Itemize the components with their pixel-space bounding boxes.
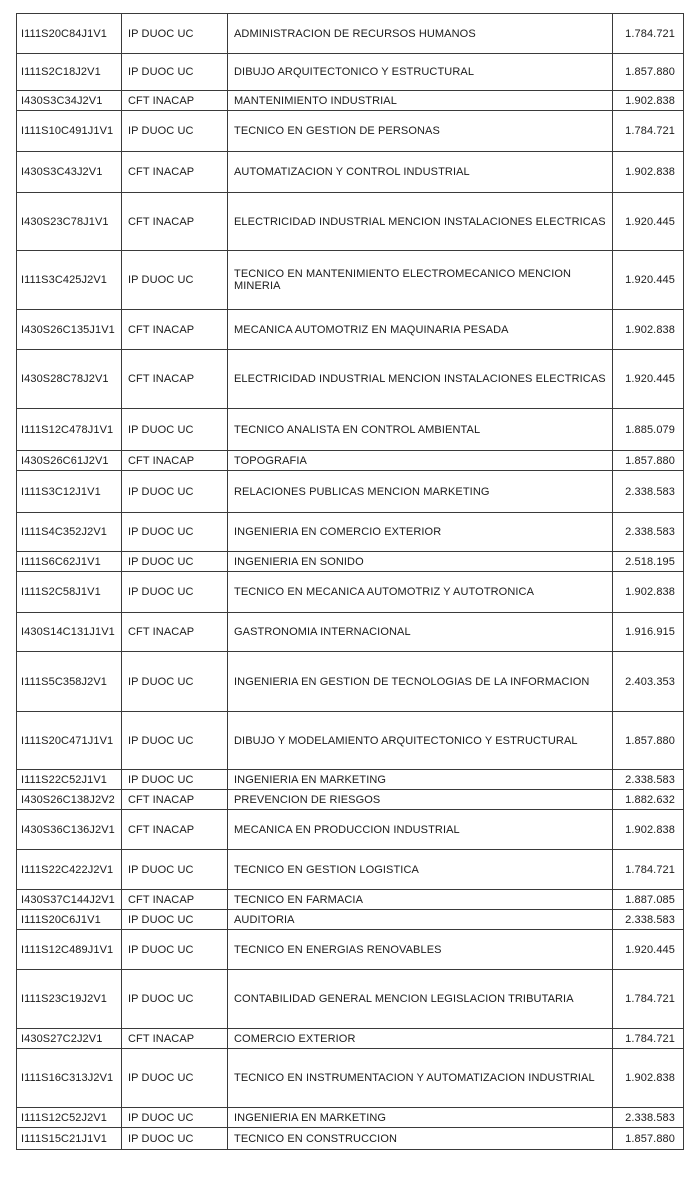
program-code-cell: I111S3C12J1V1	[17, 471, 122, 513]
table-row	[17, 1128, 684, 1150]
amount-cell: 1.784.721	[613, 14, 684, 54]
table-row	[17, 1108, 684, 1128]
institution-cell: CFT INACAP	[122, 152, 228, 193]
program-name-cell: CONTABILIDAD GENERAL MENCION LEGISLACION TRIBUTARIA	[228, 970, 613, 1029]
program-name-cell: TECNICO EN GESTION LOGISTICA	[228, 850, 613, 890]
institution-cell: IP DUOC UC	[122, 712, 228, 770]
table-row	[17, 111, 684, 152]
program-code-cell: I111S20C84J1V1	[17, 14, 122, 54]
program-code-cell: I111S4C352J2V1	[17, 513, 122, 552]
amount-cell: 2.338.583	[613, 1108, 684, 1128]
table-row	[17, 513, 684, 552]
program-code-cell: I430S26C138J2V2	[17, 790, 122, 810]
amount-cell: 1.902.838	[613, 1049, 684, 1108]
institution-cell: IP DUOC UC	[122, 14, 228, 54]
institution-cell: IP DUOC UC	[122, 552, 228, 572]
institution-cell: IP DUOC UC	[122, 652, 228, 712]
amount-cell: 1.857.880	[613, 1128, 684, 1150]
program-code-cell: I430S23C78J1V1	[17, 193, 122, 251]
program-code-cell: I111S5C358J2V1	[17, 652, 122, 712]
table-row	[17, 91, 684, 111]
program-name-cell: TECNICO EN FARMACIA	[228, 890, 613, 910]
table-body	[17, 14, 684, 1150]
program-code-cell: I430S36C136J2V1	[17, 810, 122, 850]
table-row	[17, 409, 684, 451]
institution-cell: CFT INACAP	[122, 1029, 228, 1049]
institution-cell: IP DUOC UC	[122, 1108, 228, 1128]
table-row	[17, 652, 684, 712]
program-name-cell: AUTOMATIZACION Y CONTROL INDUSTRIAL	[228, 152, 613, 193]
institution-cell: IP DUOC UC	[122, 409, 228, 451]
table-row	[17, 970, 684, 1029]
program-name-cell: TOPOGRAFIA	[228, 451, 613, 471]
table-row	[17, 850, 684, 890]
program-code-cell: I111S15C21J1V1	[17, 1128, 122, 1150]
program-name-cell: TECNICO EN ENERGIAS RENOVABLES	[228, 930, 613, 970]
program-code-cell: I111S22C52J1V1	[17, 770, 122, 790]
program-name-cell: TECNICO EN CONSTRUCCION	[228, 1128, 613, 1150]
program-name-cell: ELECTRICIDAD INDUSTRIAL MENCION INSTALACIONES ELECTRICAS	[228, 193, 613, 251]
institution-cell: CFT INACAP	[122, 613, 228, 652]
institution-cell: IP DUOC UC	[122, 471, 228, 513]
amount-cell: 1.920.445	[613, 930, 684, 970]
program-name-cell: ADMINISTRACION DE RECURSOS HUMANOS	[228, 14, 613, 54]
scanned-document-page	[16, 13, 683, 1150]
amount-cell: 1.902.838	[613, 91, 684, 111]
program-code-cell: I430S3C34J2V1	[17, 91, 122, 111]
program-code-cell: I111S12C52J2V1	[17, 1108, 122, 1128]
institution-cell: CFT INACAP	[122, 193, 228, 251]
table-row	[17, 552, 684, 572]
institution-cell: IP DUOC UC	[122, 111, 228, 152]
program-code-cell: I111S2C18J2V1	[17, 54, 122, 91]
program-code-cell: I430S3C43J2V1	[17, 152, 122, 193]
table-row	[17, 14, 684, 54]
amount-cell: 2.338.583	[613, 513, 684, 552]
program-name-cell: AUDITORIA	[228, 910, 613, 930]
amount-cell: 2.518.195	[613, 552, 684, 572]
amount-cell: 2.338.583	[613, 770, 684, 790]
program-code-cell: I111S16C313J2V1	[17, 1049, 122, 1108]
amount-cell: 1.916.915	[613, 613, 684, 652]
table-row	[17, 613, 684, 652]
table-row	[17, 770, 684, 790]
program-code-cell: I430S37C144J2V1	[17, 890, 122, 910]
program-name-cell: DIBUJO ARQUITECTONICO Y ESTRUCTURAL	[228, 54, 613, 91]
program-name-cell: PREVENCION DE RIESGOS	[228, 790, 613, 810]
institution-cell: CFT INACAP	[122, 350, 228, 409]
table-row	[17, 193, 684, 251]
program-code-cell: I111S23C19J2V1	[17, 970, 122, 1029]
institution-cell: IP DUOC UC	[122, 54, 228, 91]
table-row	[17, 350, 684, 409]
amount-cell: 1.784.721	[613, 970, 684, 1029]
institution-cell: CFT INACAP	[122, 451, 228, 471]
program-name-cell: TECNICO ANALISTA EN CONTROL AMBIENTAL	[228, 409, 613, 451]
program-name-cell: COMERCIO EXTERIOR	[228, 1029, 613, 1049]
program-name-cell: TECNICO EN INSTRUMENTACION Y AUTOMATIZACION INDUSTRIAL	[228, 1049, 613, 1108]
table-row	[17, 810, 684, 850]
table-row	[17, 890, 684, 910]
institution-cell: IP DUOC UC	[122, 1128, 228, 1150]
amount-cell: 1.857.880	[613, 54, 684, 91]
program-code-cell: I430S26C61J2V1	[17, 451, 122, 471]
program-code-cell: I111S20C471J1V1	[17, 712, 122, 770]
institution-cell: IP DUOC UC	[122, 910, 228, 930]
amount-cell: 1.784.721	[613, 111, 684, 152]
program-name-cell: INGENIERIA EN GESTION DE TECNOLOGIAS DE LA INFORMACION	[228, 652, 613, 712]
institution-cell: IP DUOC UC	[122, 930, 228, 970]
program-code-cell: I111S12C478J1V1	[17, 409, 122, 451]
program-code-cell: I111S2C58J1V1	[17, 572, 122, 613]
amount-cell: 1.857.880	[613, 451, 684, 471]
program-name-cell: MECANICA AUTOMOTRIZ EN MAQUINARIA PESADA	[228, 310, 613, 350]
institution-cell: IP DUOC UC	[122, 251, 228, 310]
program-name-cell: INGENIERIA EN SONIDO	[228, 552, 613, 572]
amount-cell: 1.902.838	[613, 572, 684, 613]
table-row	[17, 54, 684, 91]
amount-cell: 2.338.583	[613, 910, 684, 930]
amount-cell: 1.857.880	[613, 712, 684, 770]
amount-cell: 1.902.838	[613, 310, 684, 350]
amount-cell: 1.902.838	[613, 152, 684, 193]
amount-cell: 1.920.445	[613, 350, 684, 409]
program-name-cell: RELACIONES PUBLICAS MENCION MARKETING	[228, 471, 613, 513]
table-row	[17, 930, 684, 970]
amount-cell: 1.885.079	[613, 409, 684, 451]
institution-cell: CFT INACAP	[122, 790, 228, 810]
table-row	[17, 1049, 684, 1108]
program-code-cell: I111S22C422J2V1	[17, 850, 122, 890]
amount-cell: 1.887.085	[613, 890, 684, 910]
program-name-cell: INGENIERIA EN MARKETING	[228, 770, 613, 790]
program-code-cell: I430S27C2J2V1	[17, 1029, 122, 1049]
program-code-cell: I111S12C489J1V1	[17, 930, 122, 970]
program-name-cell: TECNICO EN GESTION DE PERSONAS	[228, 111, 613, 152]
table-row	[17, 790, 684, 810]
amount-cell: 1.920.445	[613, 193, 684, 251]
institution-cell: IP DUOC UC	[122, 513, 228, 552]
table-row	[17, 572, 684, 613]
program-name-cell: TECNICO EN MECANICA AUTOMOTRIZ Y AUTOTRONICA	[228, 572, 613, 613]
institution-cell: IP DUOC UC	[122, 1049, 228, 1108]
institution-cell: CFT INACAP	[122, 890, 228, 910]
program-table	[16, 13, 684, 1150]
program-name-cell: MANTENIMIENTO INDUSTRIAL	[228, 91, 613, 111]
table-row	[17, 152, 684, 193]
institution-cell: IP DUOC UC	[122, 572, 228, 613]
table-row	[17, 712, 684, 770]
table-row	[17, 471, 684, 513]
amount-cell: 1.902.838	[613, 810, 684, 850]
program-code-cell: I111S3C425J2V1	[17, 251, 122, 310]
institution-cell: CFT INACAP	[122, 810, 228, 850]
program-code-cell: I111S20C6J1V1	[17, 910, 122, 930]
table-row	[17, 910, 684, 930]
amount-cell: 1.784.721	[613, 850, 684, 890]
amount-cell: 1.920.445	[613, 251, 684, 310]
program-name-cell: DIBUJO Y MODELAMIENTO ARQUITECTONICO Y ESTRUCTURAL	[228, 712, 613, 770]
institution-cell: CFT INACAP	[122, 91, 228, 111]
program-name-cell: MECANICA EN PRODUCCION INDUSTRIAL	[228, 810, 613, 850]
institution-cell: IP DUOC UC	[122, 850, 228, 890]
amount-cell: 1.784.721	[613, 1029, 684, 1049]
institution-cell: IP DUOC UC	[122, 770, 228, 790]
institution-cell: IP DUOC UC	[122, 970, 228, 1029]
program-name-cell: INGENIERIA EN COMERCIO EXTERIOR	[228, 513, 613, 552]
program-code-cell: I430S14C131J1V1	[17, 613, 122, 652]
program-name-cell: ELECTRICIDAD INDUSTRIAL MENCION INSTALACIONES ELECTRICAS	[228, 350, 613, 409]
amount-cell: 1.882.632	[613, 790, 684, 810]
amount-cell: 2.403.353	[613, 652, 684, 712]
program-name-cell: INGENIERIA EN MARKETING	[228, 1108, 613, 1128]
program-code-cell: I111S6C62J1V1	[17, 552, 122, 572]
table-row	[17, 251, 684, 310]
table-row	[17, 451, 684, 471]
program-name-cell: TECNICO EN MANTENIMIENTO ELECTROMECANICO MENCION MINERIA	[228, 251, 613, 310]
program-code-cell: I111S10C491J1V1	[17, 111, 122, 152]
program-code-cell: I430S28C78J2V1	[17, 350, 122, 409]
institution-cell: CFT INACAP	[122, 310, 228, 350]
amount-cell: 2.338.583	[613, 471, 684, 513]
table-row	[17, 1029, 684, 1049]
program-name-cell: GASTRONOMIA INTERNACIONAL	[228, 613, 613, 652]
program-code-cell: I430S26C135J1V1	[17, 310, 122, 350]
table-row	[17, 310, 684, 350]
